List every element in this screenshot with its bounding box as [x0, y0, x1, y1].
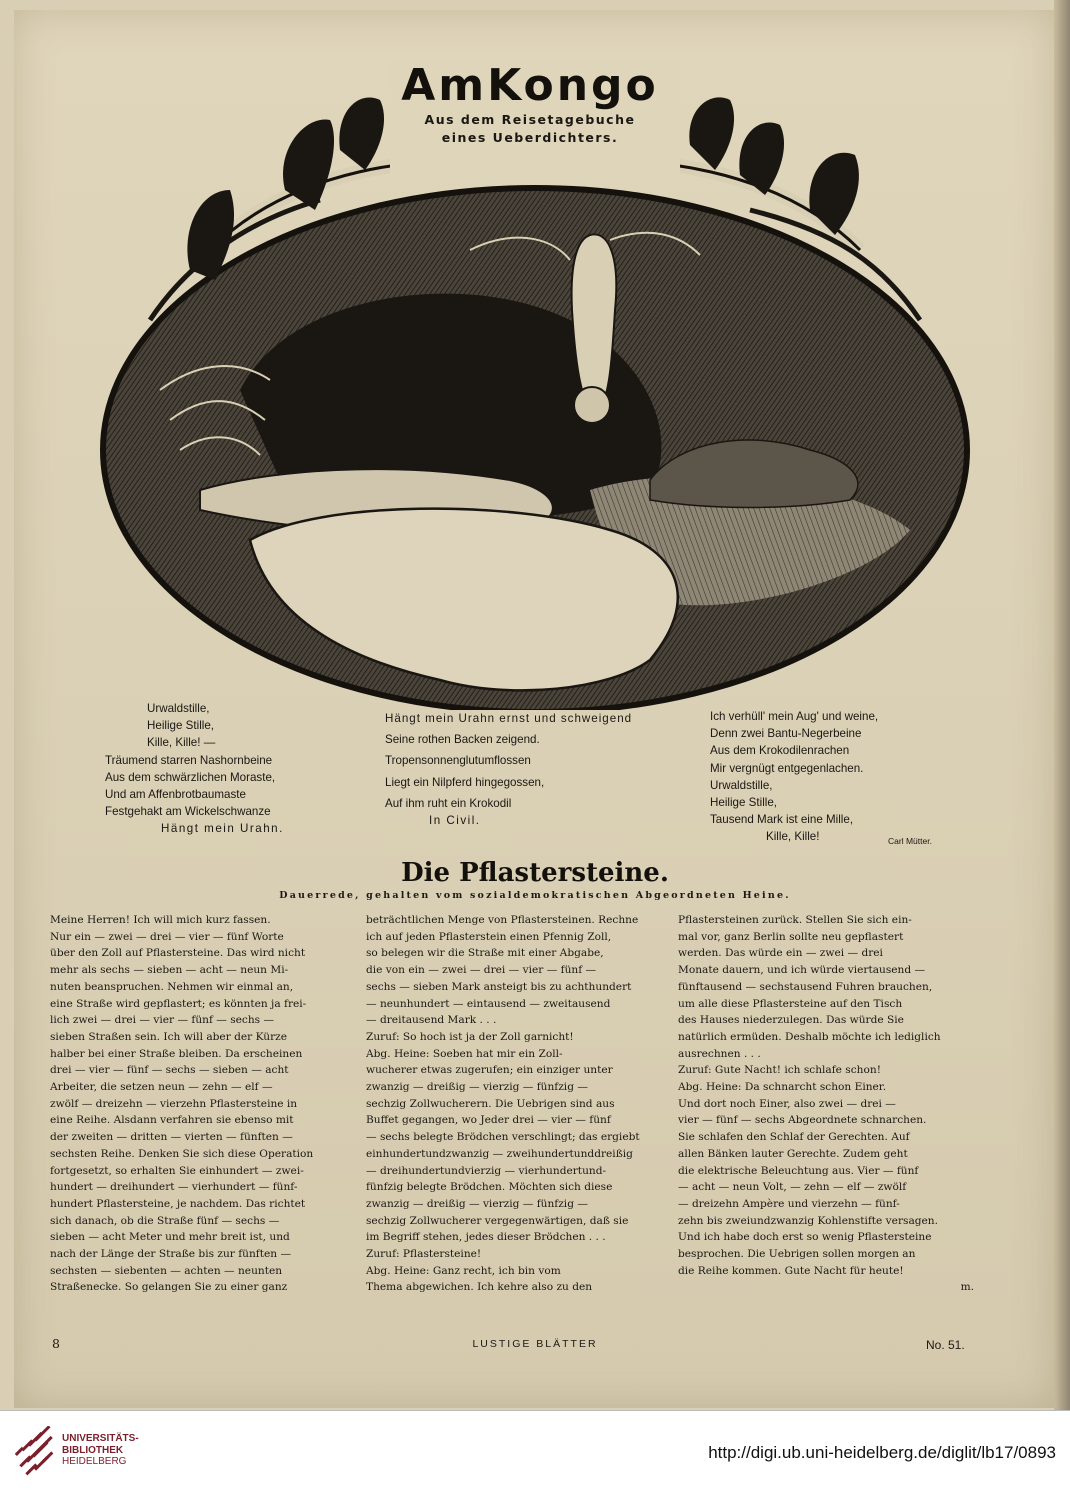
- article-line: über den Zoll auf Pflastersteine. Das wird nicht: [50, 947, 306, 960]
- university-seal-icon: [10, 1426, 58, 1476]
- masthead-subtitle-line-2: eines Ueberdichters.: [441, 130, 619, 145]
- university-name-line-2: BIBLIOTHEK: [62, 1444, 124, 1456]
- university-name-line-3: HEIDELBERG: [62, 1456, 127, 1467]
- article-line: die Reihe kommen. Gute Nacht für heute!: [678, 1264, 904, 1277]
- article-line: der zweiten — dritten — vierten — fünften —: [50, 1131, 293, 1144]
- article-signature: m.: [960, 1281, 974, 1294]
- article-subtitle: Dauerrede, gehalten vom sozialdemokratischen Abgeordneten Heine.: [279, 890, 791, 901]
- article-line: fünftausend — sechstausend Fuhren brauchen,: [678, 980, 933, 993]
- article-line: Abg. Heine: Ganz recht, ich bin vom: [366, 1264, 561, 1277]
- article-line: sechsten — siebenten — achten — neunten: [50, 1264, 283, 1277]
- article-line: Sie schlafen den Schlaf der Gerechten. Auf: [678, 1131, 910, 1144]
- poem-stanza-1: [105, 700, 345, 838]
- article-column-1: [50, 912, 346, 1296]
- article-line: allen Bänken lauter Gerechte. Zudem geht: [678, 1147, 908, 1160]
- article-line: natürlich ermüden. Deshalb möchte ich lediglich: [678, 1030, 941, 1043]
- article-line: sechzig Zollwucherer vergegenwärtigen, daß sie: [366, 1214, 629, 1227]
- source-url-link[interactable]: http://digi.ub.uni-heidelberg.de/diglit/lb17/0893: [708, 1443, 1056, 1462]
- article-line: Thema abgewichen. Ich kehre also zu den: [366, 1281, 593, 1294]
- poem-line: Liegt ein Nilpferd hingegossen,: [385, 775, 545, 789]
- page-number: 8: [52, 1336, 60, 1351]
- article-line: Monate dauern, und ich würde viertausend —: [678, 964, 926, 977]
- article-line: zwanzig — dreißig — vierzig — fünfzig —: [366, 1081, 588, 1094]
- article-line: Pflastersteinen zurück. Stellen Sie sich ein-: [678, 914, 912, 926]
- poem-line: Kille, Kille! —: [147, 736, 216, 750]
- article-line: besprochen. Die Uebrigen sollen morgen an: [678, 1248, 916, 1261]
- article-line: beträchtlichen Menge von Pflastersteinen. Rechne: [366, 914, 639, 926]
- article-line: sich danach, ob die Straße fünf — sechs —: [50, 1214, 280, 1227]
- article-line: nach der Länge der Straße bis zur fünften —: [50, 1248, 292, 1261]
- article-line: die von ein — zwei — drei — vier — fünf —: [366, 964, 597, 977]
- poem-line: Denn zwei Bantu-Negerbeine: [710, 727, 862, 741]
- article-line: einhundertundzwanzig — zweihundertunddreißig: [366, 1147, 633, 1160]
- poem-line: Urwaldstille,: [710, 778, 773, 792]
- article-line: fortgesetzt, so erhalten Sie einhundert — zwei-: [50, 1164, 304, 1177]
- university-name: [62, 1433, 139, 1468]
- article-line: — dreihundertundvierzig — vierhundertund-: [366, 1164, 607, 1177]
- poem-line: Ich verhüll' mein Aug' und weine,: [710, 710, 879, 723]
- poem-line: Tausend Mark ist eine Mille,: [710, 813, 854, 827]
- article-line: — sechs belegte Brödchen verschlingt; das ergiebt: [366, 1131, 640, 1144]
- poem-line: Heilige Stille,: [147, 719, 215, 733]
- article-column-3: [678, 912, 974, 1296]
- poem-line: Festgehakt am Wickelschwanze: [105, 805, 271, 819]
- article-line: Nur ein — zwei — drei — vier — fünf Worte: [50, 930, 284, 943]
- article-line: zwanzig — dreißig — vierzig — fünfzig —: [366, 1197, 588, 1210]
- article-line: des Hauses niederzulegen. Das würde Sie: [678, 1014, 904, 1027]
- article-title: Die Pflastersteine.: [401, 858, 669, 888]
- poem-line: Hängt mein Urahn.: [161, 822, 284, 836]
- poem-line: Kille, Kille!: [766, 830, 820, 844]
- poem-author: Carl Mütter.: [888, 836, 932, 846]
- article-line: mehr als sechs — sieben — acht — neun Mi-: [50, 964, 289, 977]
- article-column-2: [366, 912, 662, 1296]
- ape-head: [574, 387, 610, 423]
- poem-line: Und am Affenbrotbaumaste: [105, 788, 246, 802]
- poem-line: Heilige Stille,: [710, 796, 778, 810]
- article-line: Und dort noch Einer, also zwei — drei —: [678, 1097, 896, 1110]
- article-line: werden. Das würde ein — zwei — drei: [678, 947, 883, 960]
- article-line: Arbeiter, die setzen neun — zehn — elf —: [50, 1081, 273, 1094]
- poem-line: Seine rothen Backen zeigend.: [385, 733, 540, 747]
- masthead-title: AmKongo: [401, 60, 659, 111]
- poem-line: Träumend starren Nashornbeine: [105, 753, 273, 767]
- article-line: halber bei einer Straße bleiben. Da erscheinen: [50, 1047, 303, 1060]
- poem-line: Urwaldstille,: [147, 702, 210, 715]
- article-line: drei — vier — fünf — sechs — sieben — acht: [50, 1064, 289, 1077]
- article-line: fünfzig belegte Brödchen. Möchten sich diese: [366, 1181, 613, 1194]
- article-line: Zuruf: So hoch ist ja der Zoll garnicht!: [366, 1030, 574, 1043]
- article-line: sechzig Zollwucherern. Die Uebrigen sind aus: [366, 1097, 615, 1110]
- poem-line: In Civil.: [429, 814, 481, 828]
- poem-line: Tropensonnenglutumflossen: [385, 754, 531, 768]
- article-line: zehn bis zweiundzwanzig Kohlenstifte versagen.: [678, 1214, 938, 1227]
- article-line: ausrechnen . . .: [678, 1047, 761, 1060]
- article-line: sechsten Reihe. Denken Sie sich diese Operation: [50, 1147, 314, 1160]
- article-line: hundert Pflastersteine, je nachdem. Das richtet: [50, 1197, 306, 1210]
- bird-right-1: [689, 97, 734, 170]
- article-line: Meine Herren! Ich will mich kurz fassen.: [50, 914, 271, 926]
- university-name-line-1: UNIVERSITÄTS-: [62, 1433, 139, 1444]
- poem-line: Aus dem Krokodilenrachen: [710, 744, 850, 758]
- article-line: eine Reihe. Alsdann verfahren sie ebenso mit: [50, 1114, 294, 1127]
- article-line: Zuruf: Gute Nacht! ich schlafe schon!: [678, 1064, 881, 1077]
- poem-line: Auf ihm ruht ein Krokodil: [385, 796, 512, 810]
- article-line: nuten beanspruchen. Nehmen wir einmal an,: [50, 980, 294, 993]
- masthead: [380, 60, 680, 180]
- article-line: Straßenecke. So gelangen Sie zu einer ganz: [50, 1281, 288, 1294]
- article-line: Buffet gegangen, wo Jeder drei — vier — fünf: [366, 1114, 611, 1127]
- article-line: wucherer etwas zugerufen; ein einziger unter: [366, 1064, 613, 1077]
- bird-left-2: [339, 97, 384, 170]
- poem-line: Aus dem schwärzlichen Moraste,: [105, 770, 276, 784]
- article-line: vier — fünf — sechs Abgeordnete schnarchen.: [678, 1114, 927, 1127]
- article-line: — neunhundert — eintausend — zweitausend: [366, 997, 611, 1010]
- page-edge: [1054, 0, 1070, 1410]
- article-line: zwölf — dreizehn — vierzehn Pflastersteine in: [50, 1097, 298, 1110]
- article-line: im Begriff stehen, jedes dieser Brödchen . . .: [366, 1231, 606, 1244]
- poem-line: Mir vergnügt entgegenlachen.: [710, 761, 864, 775]
- article-line: Abg. Heine: Da schnarcht schon Einer.: [678, 1081, 887, 1094]
- article-line: lich zwei — drei — vier — fünf — sechs —: [50, 1014, 275, 1027]
- magazine-name: LUSTIGE BLÄTTER: [472, 1338, 598, 1350]
- poem-line: Hängt mein Urahn ernst und schweigend: [385, 712, 633, 725]
- article-line: hundert — dreihundert — vierhundert — fünf-: [50, 1181, 298, 1194]
- article-line: Und ich habe doch erst so wenig Pflastersteine: [678, 1231, 932, 1244]
- issue-number: No. 51.: [926, 1338, 965, 1352]
- article-line: ich auf jeden Pflasterstein einen Pfennig Zoll,: [366, 930, 612, 943]
- article-line: Zuruf: Pflastersteine!: [366, 1248, 482, 1261]
- article-line: — dreizehn Ampère und vierzehn — fünf-: [678, 1197, 900, 1210]
- article-line: die elektrische Beleuchtung aus. Vier — fünf: [678, 1164, 919, 1177]
- article-line: sieben — acht Meter und mehr breit ist, und: [50, 1231, 290, 1244]
- article-line: eine Straße wird gepflastert; es könnten ja frei-: [50, 997, 307, 1010]
- article-line: Abg. Heine: Soeben hat mir ein Zoll-: [366, 1047, 563, 1060]
- article-line: sechs — sieben Mark ansteigt bis zu achthundert: [366, 980, 632, 993]
- poem-stanza-3: [710, 708, 950, 846]
- poem-stanza-2: [385, 710, 685, 829]
- article-line: mal vor, ganz Berlin sollte neu gepflastert: [678, 930, 904, 943]
- article-line: um alle diese Pflastersteine auf den Tisch: [678, 997, 903, 1010]
- article-line: — dreitausend Mark . . .: [366, 1014, 497, 1027]
- article-line: — acht — neun Volt, — zehn — elf — zwölf: [678, 1181, 907, 1194]
- masthead-subtitle-line-1: Aus dem Reisetagebuche: [424, 112, 636, 127]
- article-line: so belegen wir die Straße mit einer Abgabe,: [366, 947, 604, 960]
- article-line: sieben Straßen sein. Ich will aber der Kürze: [50, 1030, 288, 1043]
